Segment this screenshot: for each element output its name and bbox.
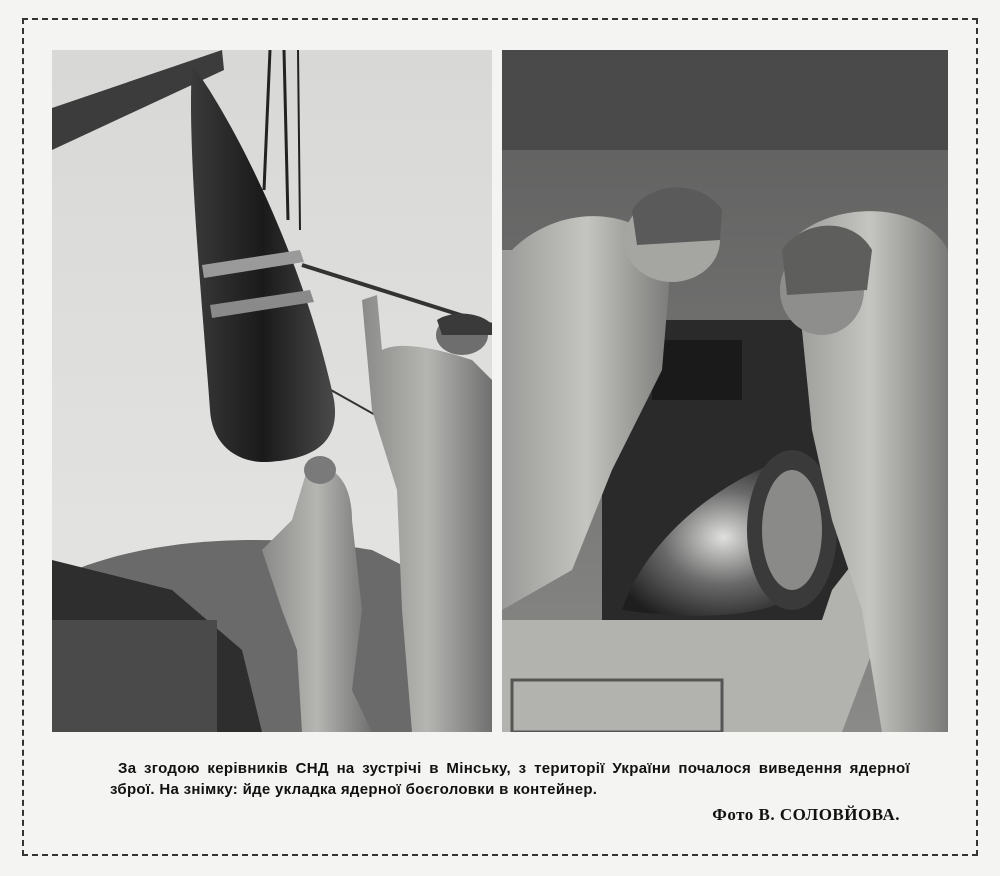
photo-warhead-lifting-image xyxy=(52,50,492,732)
photo-warhead-container-image xyxy=(502,50,948,732)
photo-credit: Фото В. СОЛОВЙОВА. xyxy=(712,805,900,824)
photo-warhead-container xyxy=(502,50,948,732)
photo-warhead-lifting xyxy=(52,50,492,732)
photo-caption: За згодою керівників СНД на зустрічі в Мінську, з території України почалося виведення ядерної зброї. На знімку: йде укладка ядерної боєголовки в контейнер. xyxy=(110,760,910,798)
